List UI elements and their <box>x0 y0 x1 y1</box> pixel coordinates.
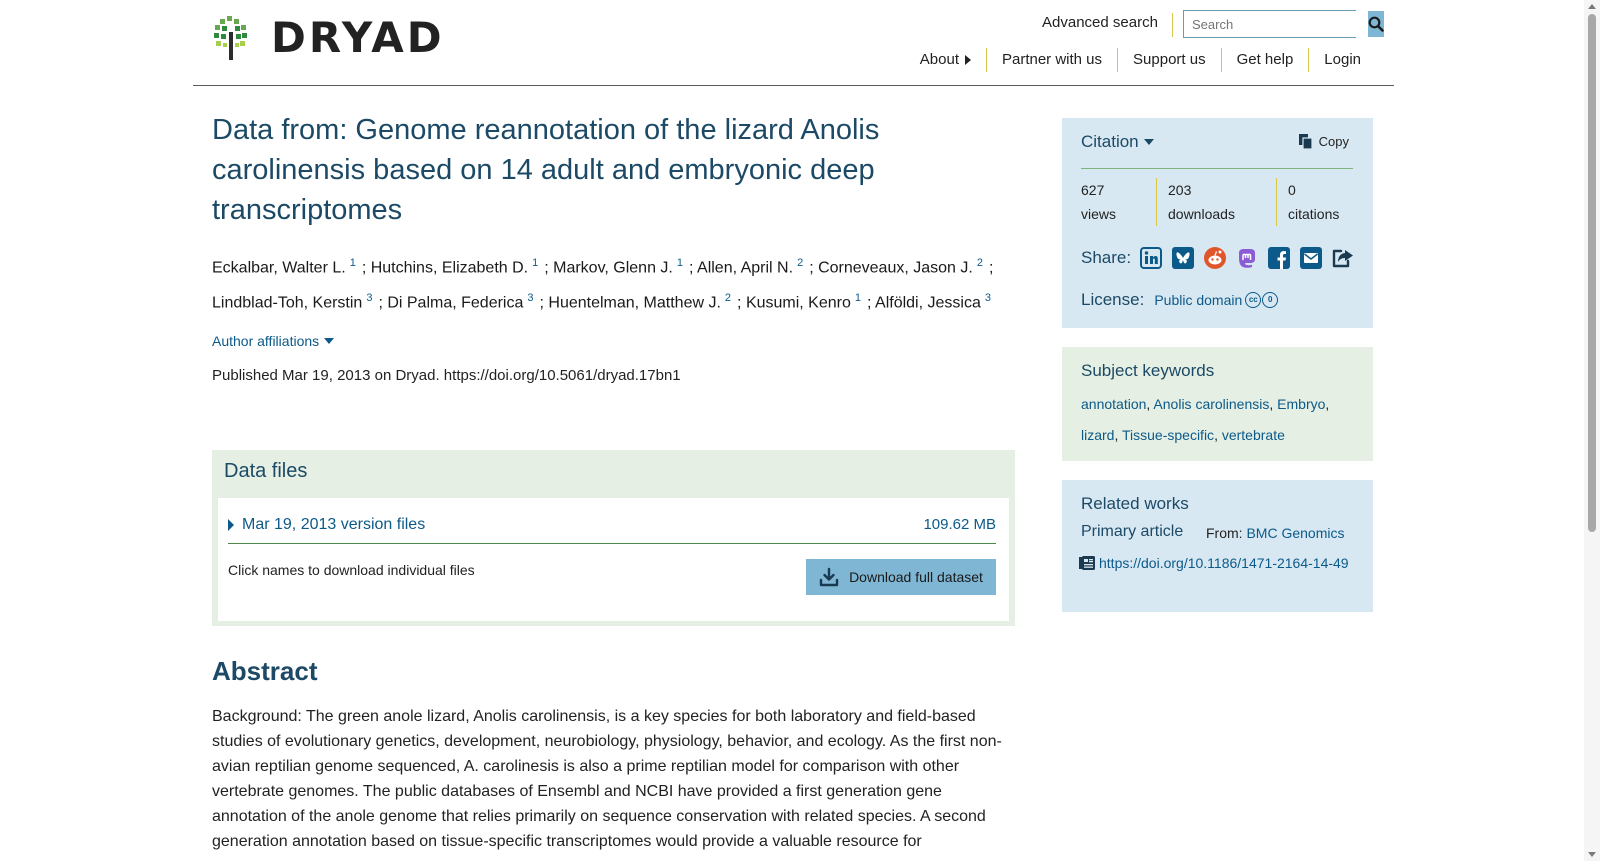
share-external-icon[interactable] <box>1331 246 1355 270</box>
facebook-icon[interactable] <box>1267 246 1291 270</box>
dataset-title: Data from: Genome reannotation of the lizard Anolis carolinensis based on 14 adult and embryonic deep transcriptomes <box>212 114 880 226</box>
download-button-label: Download full dataset <box>849 569 983 585</box>
keyword-link[interactable]: Tissue-specific <box>1122 427 1215 443</box>
data-files-title: Data files <box>224 460 308 482</box>
views-metric <box>1081 178 1156 226</box>
citation-divider <box>1081 168 1353 169</box>
affiliation-link[interactable]: 2 <box>724 292 732 305</box>
copy-label: Copy <box>1318 133 1349 149</box>
related-doi-link[interactable]: https://doi.org/10.1186/1471-2164-14-49 <box>1099 555 1349 571</box>
caret-down-icon <box>1144 139 1154 145</box>
author-name[interactable]: Markov, Glenn J. <box>553 259 673 277</box>
author-name[interactable]: Huentelman, Matthew J. <box>548 294 721 312</box>
citations-label: citations <box>1288 206 1340 222</box>
keyword-link[interactable]: annotation <box>1081 396 1147 412</box>
abstract-heading: Abstract <box>212 656 318 686</box>
nav-partner[interactable]: Partner with us <box>986 48 1117 72</box>
email-icon[interactable] <box>1299 246 1323 270</box>
primary-article-label: Primary article <box>1081 523 1184 540</box>
author-name[interactable]: Allen, April N. <box>697 259 794 277</box>
license-row <box>1081 290 1279 310</box>
logo-text: DRYAD <box>271 13 445 62</box>
affiliation-link[interactable]: 1 <box>349 257 356 269</box>
click-names-hint: Click names to download individual files <box>228 562 475 578</box>
version-files-label: Mar 19, 2013 version files <box>242 515 426 533</box>
scroll-down-arrow-icon[interactable] <box>1588 852 1596 857</box>
author-name[interactable]: Di Palma, Federica <box>387 294 524 312</box>
tree-logo-icon <box>213 16 249 60</box>
author-list: Eckalbar, Walter L. $^1$ ; Hutchins, Elizabeth D. $^1$ ; Markov, Glenn J. $^1$ ; Allen, April N. $^2$ ; Corneveaux, Jason J. $^2$ ; Lindblad-Toh, Kerstin $^3$ ; Di Palma, Federica $^3$ ; Huentelman, Matthew J. $^2$ ; Kusumi, Kenro $^1$ ; Alföldi, Jessica $^3$ <box>212 257 994 312</box>
linkedin-icon[interactable] <box>1139 246 1163 270</box>
views-count: 627 <box>1081 182 1105 198</box>
advanced-search-link[interactable]: Advanced search <box>1042 13 1173 37</box>
share-label: Share: <box>1081 248 1132 267</box>
affiliation-link[interactable]: 1 <box>854 292 861 305</box>
nav-about[interactable] <box>905 48 986 72</box>
metrics-row <box>1081 178 1353 226</box>
downloads-metric <box>1156 178 1276 226</box>
from-journal <box>1206 525 1344 541</box>
page-scrollbar[interactable] <box>1584 0 1600 861</box>
keywords-title: Subject keywords <box>1081 361 1215 380</box>
downloads-count: 203 <box>1168 182 1192 198</box>
keywords-list: annotation, Anolis carolinensis, Embryo, lizard, Tissue-specific, vertebrate <box>1081 396 1330 443</box>
main-content <box>212 110 1015 850</box>
citation-label: Citation <box>1081 132 1139 151</box>
caret-right-icon <box>228 519 234 531</box>
dryad-logo[interactable] <box>213 13 445 62</box>
affiliation-link[interactable]: 2 <box>797 257 804 269</box>
search-box <box>1183 10 1356 38</box>
related-doi-row <box>1079 551 1359 575</box>
downloads-label: downloads <box>1168 206 1235 222</box>
main-nav <box>905 48 1361 72</box>
author-name[interactable]: Eckalbar, Walter L. <box>212 259 346 277</box>
citation-toggle[interactable] <box>1081 132 1154 152</box>
affiliation-link[interactable]: 1 <box>532 257 539 269</box>
version-files-toggle[interactable] <box>228 516 425 534</box>
data-files-inner <box>218 498 1009 621</box>
nav-about-label: About <box>919 51 959 68</box>
search-button[interactable] <box>1368 11 1384 37</box>
author-name[interactable]: Lindblad-Toh, Kerstin <box>212 294 363 312</box>
site-header <box>193 0 1394 86</box>
author-affiliations-label: Author affiliations <box>212 332 320 349</box>
related-works-title: Related works <box>1081 494 1189 513</box>
from-label: From: <box>1206 525 1243 541</box>
data-files-panel <box>212 450 1015 626</box>
affiliation-link[interactable]: 3 <box>527 292 534 305</box>
nav-help[interactable]: Get help <box>1221 48 1309 72</box>
affiliation-link[interactable]: 3 <box>366 292 373 305</box>
license-label: License: <box>1081 290 1145 309</box>
caret-down-icon <box>324 338 334 344</box>
author-name[interactable]: Hutchins, Elizabeth D. <box>370 259 529 277</box>
download-icon <box>819 567 839 587</box>
affiliation-link[interactable]: 3 <box>984 292 991 305</box>
keyword-link[interactable]: lizard <box>1081 427 1115 443</box>
author-name[interactable]: Corneveaux, Jason J. <box>818 259 973 277</box>
mastodon-icon[interactable] <box>1235 246 1259 270</box>
citation-panel <box>1062 118 1373 328</box>
author-name[interactable]: Kusumi, Kenro <box>745 294 851 312</box>
journal-link[interactable]: BMC Genomics <box>1246 525 1345 541</box>
keyword-link[interactable]: Anolis carolinensis <box>1153 396 1270 412</box>
copy-icon <box>1299 132 1313 150</box>
citations-count: 0 <box>1288 182 1296 198</box>
views-label: views <box>1081 206 1117 222</box>
author-name[interactable]: Alföldi, Jessica <box>875 294 981 312</box>
caret-right-icon <box>965 55 971 65</box>
download-full-dataset-button[interactable] <box>806 559 996 595</box>
dataset-size: 109.62 MB <box>923 516 996 533</box>
article-icon <box>1079 556 1095 570</box>
cc0-icon: cc 0 <box>1245 292 1279 308</box>
search-icon <box>1368 16 1384 32</box>
bluesky-icon[interactable] <box>1171 246 1195 270</box>
author-affiliations-toggle[interactable] <box>212 333 1015 349</box>
reddit-icon[interactable] <box>1203 246 1227 270</box>
affiliation-link[interactable]: 1 <box>676 257 683 269</box>
keyword-link[interactable]: Embryo <box>1277 396 1326 412</box>
citations-metric <box>1276 178 1351 226</box>
share-row <box>1081 246 1363 270</box>
search-input[interactable] <box>1184 11 1368 37</box>
published-line: Published Mar 19, 2013 on Dryad. https://doi.org/10.5061/dryad.17bn1 <box>212 366 681 384</box>
nav-support[interactable]: Support us <box>1117 48 1221 72</box>
subject-keywords-panel <box>1062 347 1373 461</box>
version-row <box>228 512 996 544</box>
related-works-panel <box>1062 480 1373 612</box>
scrollbar-thumb[interactable] <box>1588 14 1596 532</box>
scroll-up-arrow-icon[interactable] <box>1588 4 1596 9</box>
copy-citation-button[interactable] <box>1299 132 1349 150</box>
license-link[interactable]: Public domain <box>1154 292 1243 308</box>
nav-login[interactable]: Login <box>1308 48 1361 72</box>
abstract-text: Background: The green anole lizard, Anolis carolinensis, is a key species for both laboratory and field-based studies of evolutionary genetics, development, neurobiology, physiology, behavior, and ecology. As the first non-avian reptilian genome sequenced, A. carolinesis is also a prime reptilian model for comparison with other vertebrate genomes. The public databases of Ensembl and NCBI have provided a first generation gene annotation of the anole genome that relies primarily on sequence conservation with related species. A second generation annotation based on tissue-specific transcriptomes would provide a valuable resource for <box>212 708 1002 850</box>
keyword-link[interactable]: vertebrate <box>1221 427 1285 443</box>
affiliation-link[interactable]: 2 <box>976 257 983 269</box>
